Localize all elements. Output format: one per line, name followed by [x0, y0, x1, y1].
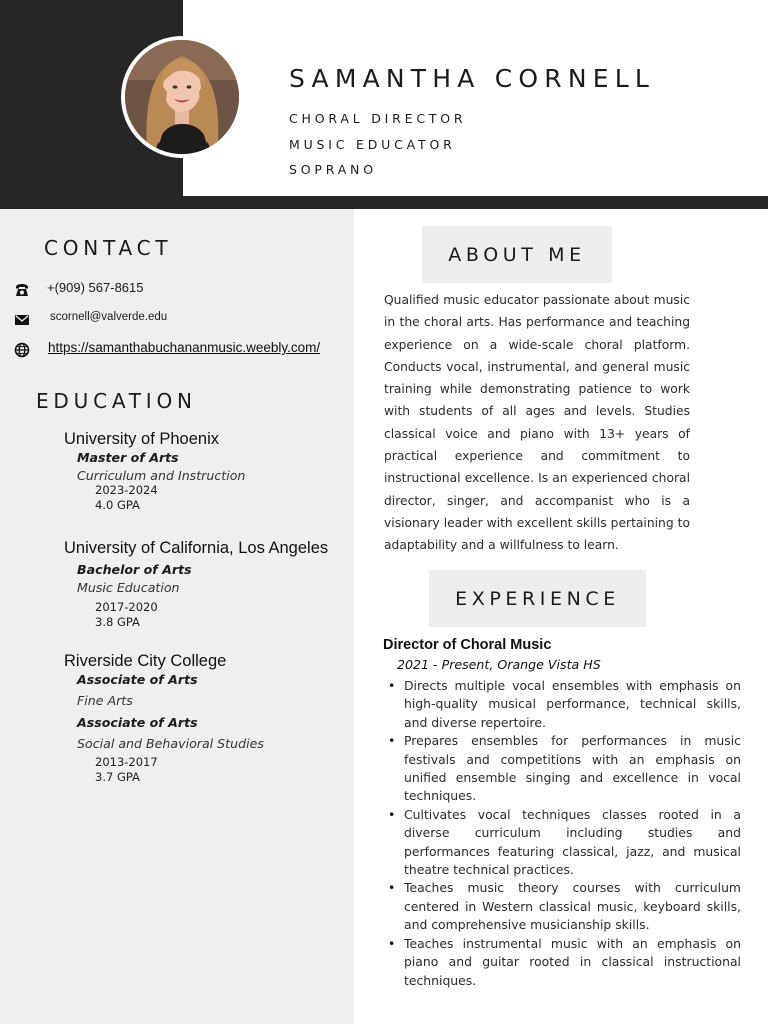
- field-of-study: Social and Behavioral Studies: [77, 736, 264, 751]
- role-choral-director: CHORAL DIRECTOR: [289, 111, 467, 126]
- role-music-educator: MUSIC EDUCATOR: [289, 137, 456, 152]
- contact-heading: CONTACT: [44, 236, 173, 260]
- header-band: [0, 196, 768, 209]
- school-gpa: 3.7 GPA: [95, 770, 140, 784]
- school-years: 2023-2024: [95, 483, 158, 497]
- email-address[interactable]: scornell@valverde.edu: [50, 311, 168, 323]
- profile-photo: [121, 36, 243, 158]
- school-name: University of Phoenix: [64, 430, 219, 448]
- list-item: • Prepares ensembles for performances in music festivals and competitions with an emphasis on unified ensemble singing and excellence in vocal techniques.: [388, 733, 741, 804]
- phone-icon: [14, 282, 30, 298]
- school-gpa: 4.0 GPA: [95, 498, 140, 512]
- school-name: Riverside City College: [64, 652, 227, 670]
- website-link[interactable]: https://samanthabuchananmusic.weebly.com/: [48, 340, 321, 355]
- school-years: 2017-2020: [95, 600, 158, 614]
- school-gpa: 3.8 GPA: [95, 615, 140, 629]
- job-meta: 2021 - Present, Orange Vista HS: [397, 657, 601, 672]
- contact-phone: [14, 280, 344, 300]
- sidebar-panel: [0, 209, 354, 1024]
- school-years: 2013-2017: [95, 755, 158, 769]
- degree: Bachelor of Arts: [77, 562, 192, 577]
- degree: Associate of Arts: [77, 672, 198, 687]
- school-name: University of California, Los Angeles: [64, 539, 329, 557]
- degree: Master of Arts: [77, 450, 179, 465]
- contact-website: [14, 340, 354, 360]
- list-item: • Directs multiple vocal ensembles with emphasis on high-quality musical performance, technical skills, and diverse repertoire.: [388, 678, 741, 730]
- phone-number: +(909) 567-8615: [47, 280, 144, 295]
- globe-icon: [14, 342, 30, 358]
- experience-heading: EXPERIENCE: [429, 570, 646, 627]
- contact-email: [14, 310, 344, 330]
- list-item: • Teaches music theory courses with curriculum centered in Western classical music, keyboard skills, and comprehensive musicianship skills.: [388, 880, 741, 933]
- education-heading: EDUCATION: [36, 389, 197, 413]
- about-heading: ABOUT ME: [422, 226, 612, 283]
- field-of-study: Music Education: [77, 580, 180, 595]
- job-bullets: [384, 677, 741, 990]
- list-item: • Cultivates vocal techniques classes rooted in a diverse curriculum including studies and performances featuring classical, jazz, and musical theatre technical practices.: [388, 806, 741, 878]
- field-of-study: Fine Arts: [77, 693, 133, 708]
- degree: Associate of Arts: [77, 715, 198, 730]
- role-soprano: SOPRANO: [289, 162, 377, 177]
- about-text: Qualified music educator passionate about music in the choral arts. Has performance and teaching experience on a wide-scale choral platform. Conducts vocal, instrumental, and general music training while demonstrating patience to work with students of all ages and levels. Studies classical voice and piano with 13+ years of practical experience and commitment to instructional excellence. Is an experienced choral director, singer, and accompanist who is a visionary leader with excellent skills pertaining to adaptability and a willfulness to learn.: [384, 293, 690, 553]
- field-of-study: Curriculum and Instruction: [77, 468, 246, 483]
- list-item: • Teaches instrumental music with an emphasis on piano and guitar rooted in classical instructional techniques.: [388, 935, 741, 988]
- mail-icon: [14, 312, 30, 328]
- job-title: Director of Choral Music: [383, 637, 552, 653]
- candidate-name: SAMANTHA CORNELL: [289, 64, 655, 93]
